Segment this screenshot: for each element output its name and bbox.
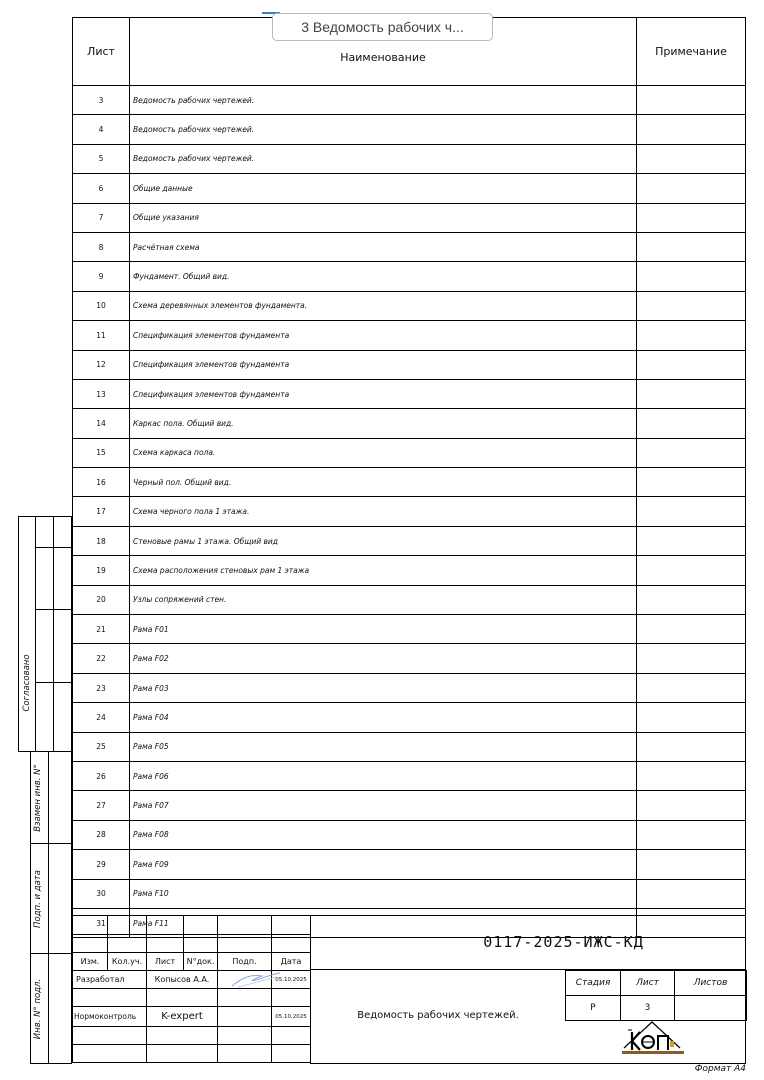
row-sheet-name: Рама F08 (130, 820, 637, 849)
document-title: Ведомость рабочих чертежей. (357, 1010, 519, 1021)
table-row (73, 761, 746, 790)
razrab-date: 05.10.2025 (272, 971, 311, 989)
row-sheet-number: 3 (73, 86, 130, 115)
replaced-cell (48, 752, 72, 844)
razrab-name: Копысов А.А. (147, 971, 218, 989)
table-row (73, 791, 746, 820)
row-sheet-name: Рама F01 (130, 615, 637, 644)
table-row (73, 673, 746, 702)
row-sheet-number: 19 (73, 556, 130, 585)
table-row (73, 115, 746, 144)
row-note (637, 615, 746, 644)
row-sheet-number: 31 (73, 908, 130, 937)
stage-label: Стадия (566, 971, 621, 996)
signature-mark (228, 970, 283, 990)
row-note (637, 115, 746, 144)
stage-value: Р (566, 996, 621, 1021)
row-sheet-number: 9 (73, 262, 130, 291)
row-sheet-number: 29 (73, 850, 130, 879)
table-row (73, 879, 746, 908)
table-row (73, 585, 746, 614)
row-sheet-number: 4 (73, 115, 130, 144)
row-note (637, 585, 746, 614)
table-row (73, 820, 746, 849)
row-sheet-name: Рама F03 (130, 673, 637, 702)
row-sheet-number: 15 (73, 438, 130, 467)
table-row (73, 203, 746, 232)
row-note (637, 291, 746, 320)
row-sheet-name: Общие указания (130, 203, 637, 232)
row-sheet-name: Рама F10 (130, 879, 637, 908)
row-sheet-name: Схема черного пола 1 этажа. (130, 497, 637, 526)
header-sheet: Лист (73, 18, 130, 86)
row-note (637, 526, 746, 555)
row-sheet-name: Рама F05 (130, 732, 637, 761)
row-sheet-name: Рама F11 (130, 908, 637, 937)
format-label: Формат А4 (694, 1064, 746, 1074)
row-note (637, 409, 746, 438)
row-sheet-name: Схема деревянных элементов фундамента. (130, 291, 637, 320)
row-note (637, 673, 746, 702)
norm-label: Нормоконтроль (73, 1007, 147, 1027)
row-note (637, 203, 746, 232)
row-note (637, 232, 746, 261)
table-row (73, 409, 746, 438)
row-note (637, 879, 746, 908)
table-row (73, 291, 746, 320)
side-stamp (18, 516, 72, 1064)
agreed-label: Согласовано (22, 654, 32, 712)
col-ndok: N°док. (184, 953, 218, 971)
row-sheet-name: Схема расположения стеновых рам 1 этажа (130, 556, 637, 585)
row-sheet-name: Ведомость рабочих чертежей. (130, 144, 637, 173)
row-sheet-number: 11 (73, 321, 130, 350)
col-podp: Подп. (218, 953, 272, 971)
row-sheet-name: Фундамент. Общий вид. (130, 262, 637, 291)
document-code: 0117-2025-ИЖС-КД (483, 933, 644, 951)
agreed-line (35, 609, 72, 610)
table-row (73, 526, 746, 555)
row-sheet-number: 22 (73, 644, 130, 673)
replaced-label: Взамен инв. N° (33, 764, 43, 832)
agreed-line (35, 547, 72, 548)
row-sheet-number: 5 (73, 144, 130, 173)
row-sheet-number: 7 (73, 203, 130, 232)
agreed-line (35, 682, 72, 683)
agreed-grid-2 (53, 516, 72, 752)
row-sheet-name: Общие данные (130, 174, 637, 203)
row-sheet-name: Рама F02 (130, 644, 637, 673)
row-sheet-number: 23 (73, 673, 130, 702)
row-note (637, 644, 746, 673)
company-logo (566, 1008, 746, 1063)
row-sheet-name: Рама F06 (130, 761, 637, 790)
table-row (73, 350, 746, 379)
row-note (637, 791, 746, 820)
row-sheet-number: 10 (73, 291, 130, 320)
row-note (637, 732, 746, 761)
row-sheet-number: 8 (73, 232, 130, 261)
sheet-tab-title[interactable]: 3 Ведомость рабочих ч... (272, 13, 493, 41)
row-note (637, 820, 746, 849)
row-sheet-number: 27 (73, 791, 130, 820)
row-sheet-name: Ведомость рабочих чертежей. (130, 115, 637, 144)
row-sheet-number: 28 (73, 820, 130, 849)
row-sheet-name: Расчётная схема (130, 232, 637, 261)
row-sheet-name: Ведомость рабочих чертежей. (130, 86, 637, 115)
row-sheet-number: 17 (73, 497, 130, 526)
inv-label: Инв. N° подл. (33, 978, 43, 1040)
sheets-label: Листов (675, 971, 747, 996)
table-row (73, 615, 746, 644)
row-note (637, 850, 746, 879)
table-row (73, 438, 746, 467)
row-note (637, 321, 746, 350)
row-sheet-number: 25 (73, 732, 130, 761)
row-sheet-number: 20 (73, 585, 130, 614)
row-sheet-name: Рама F04 (130, 703, 637, 732)
table-row (73, 732, 746, 761)
sheet-value: 3 (621, 996, 675, 1021)
row-sheet-name: Спецификация элементов фундамента (130, 350, 637, 379)
row-note (637, 703, 746, 732)
table-row (73, 497, 746, 526)
razrab-label: Разработал (73, 971, 147, 989)
row-sheet-number: 24 (73, 703, 130, 732)
table-row (73, 174, 746, 203)
table-row (73, 644, 746, 673)
table-row (73, 850, 746, 879)
row-sheet-name: Спецификация элементов фундамента (130, 321, 637, 350)
col-koluch: Кол.уч. (108, 953, 147, 971)
row-sheet-name: Стеновые рамы 1 этажа. Общий вид (130, 526, 637, 555)
row-sheet-number: 30 (73, 879, 130, 908)
row-note (637, 379, 746, 408)
row-note (637, 174, 746, 203)
row-note (637, 761, 746, 790)
title-block (72, 915, 746, 1064)
row-sheet-name: Рама F07 (130, 791, 637, 820)
row-sheet-name: Узлы сопряжений стен. (130, 585, 637, 614)
sheet-label: Лист (621, 971, 675, 996)
table-row (73, 703, 746, 732)
row-note (637, 438, 746, 467)
col-izm: Изм. (73, 953, 108, 971)
table-row (73, 262, 746, 291)
norm-date: 05.10.2025 (272, 1007, 311, 1027)
sign-date-label: Подп. и дата (33, 870, 43, 928)
drawings-register-table (72, 17, 746, 938)
header-name: Наименование (130, 18, 637, 86)
table-row (73, 232, 746, 261)
row-note (637, 262, 746, 291)
row-sheet-number: 16 (73, 468, 130, 497)
sign-date-cell (48, 844, 72, 954)
row-sheet-name: Каркас пола. Общий вид. (130, 409, 637, 438)
row-sheet-number: 21 (73, 615, 130, 644)
table-row (73, 556, 746, 585)
row-sheet-number: 14 (73, 409, 130, 438)
row-sheet-name: Схема каркаса пола. (130, 438, 637, 467)
col-list: Лист (147, 953, 184, 971)
inv-cell (48, 954, 72, 1064)
table-row (73, 468, 746, 497)
row-note (637, 350, 746, 379)
row-sheet-number: 6 (73, 174, 130, 203)
row-note (637, 144, 746, 173)
row-sheet-number: 12 (73, 350, 130, 379)
row-sheet-number: 26 (73, 761, 130, 790)
row-sheet-number: 18 (73, 526, 130, 555)
row-sheet-number: 13 (73, 379, 130, 408)
row-note (637, 86, 746, 115)
row-note (637, 497, 746, 526)
row-note (637, 468, 746, 497)
table-row (73, 379, 746, 408)
header-note: Примечание (637, 18, 746, 86)
table-row (73, 86, 746, 115)
revision-grid (72, 915, 311, 971)
row-sheet-name: Рама F09 (130, 850, 637, 879)
col-data: Дата (272, 953, 311, 971)
table-row (73, 321, 746, 350)
table-row (73, 144, 746, 173)
row-note (637, 556, 746, 585)
row-sheet-name: Спецификация элементов фундамента (130, 379, 637, 408)
norm-name: K-expert (147, 1007, 218, 1027)
row-sheet-name: Черный пол. Общий вид. (130, 468, 637, 497)
